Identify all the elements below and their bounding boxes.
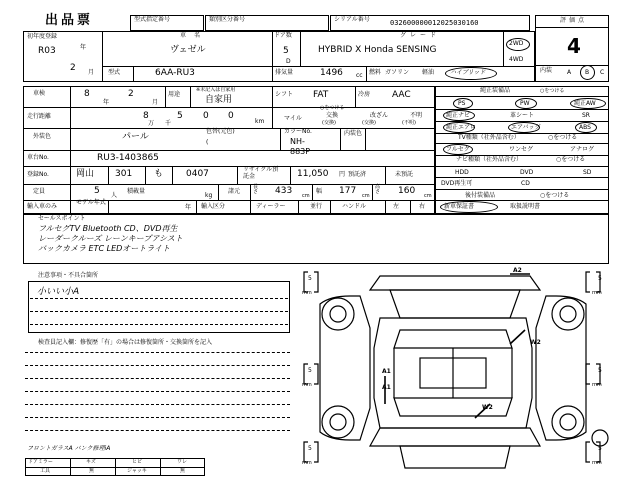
mm-bl-five: 5 [308,445,312,452]
mileage-tampered-note: (交換) [362,120,376,126]
mm-tl-five: 5 [308,275,312,282]
model-value: 6AA-RU3 [155,68,195,78]
car-diagram [300,268,620,478]
dims-label: 諸元 [228,188,241,195]
shift-label: シフト [275,91,294,98]
eq-leather: 革シート [510,112,535,119]
navi-dvd: DVD [520,169,534,176]
use-label: 用途 [168,91,181,98]
width-unit: cm [362,193,370,199]
mileage-unknown: 不明 [410,112,423,119]
height-value: 160 [398,186,416,196]
tv-analog: アナログ [570,146,595,153]
tv-one: ワンセグ [509,146,534,153]
cc-unit: cc [356,72,363,79]
color-paren: ( [206,139,209,146]
mileage-circle-note: ○をつける [320,105,345,111]
mm-tl-unit: mm [302,290,312,296]
ext-color-value: パール [122,132,149,142]
interior-label: 内装 [540,67,553,74]
height-unit: cm [424,193,432,199]
serial-value: 032600000012025030160 [390,19,479,27]
sales-points-label: セールスポイント [38,215,86,222]
inspection-month-unit: 月 [152,99,159,106]
handle-right: 右 [419,203,426,210]
recycle-label: リサイクル預託金 [243,166,279,180]
import-dealer: ディーラー [256,203,286,210]
mileage-replaced: 交換 [326,112,339,119]
equipment-note: ○をつける [540,88,565,94]
door-suffix: D [286,58,291,65]
ext-color-label: 外装色 [33,133,52,140]
repair-label: 検査員記入欄：修復歴「有」の場合は修復箇所・交換箇所を記入 [38,339,213,346]
after-note: ○をつける [540,192,570,199]
handle-left: 左 [393,203,400,210]
sales-line-1: フルセグTV Bluetooth CD、DVD再生 [38,224,178,233]
inspection-year: 8 [84,89,90,99]
diagram-mark-a1-2: A1 [382,384,391,391]
chassis-value: RU3-1403865 [97,153,159,163]
mileage-k-unit: 千 [165,120,172,127]
notes-text: 小いい小A [37,287,80,297]
manual-label: 取扱説明書 [510,203,541,210]
recycle-value: 11,050 [297,169,329,179]
plate-area: 岡山 [76,169,95,179]
glass-label: フロントガラスA バンク修理iA [27,445,111,452]
diagram-mark-a2: A2 [513,267,522,274]
mileage-tampered: 改ざん [370,112,389,119]
sales-line-2: レーダークルーズ レーンキープアシスト [38,234,183,243]
fuel-label: 燃料 [369,69,382,76]
color-code-value: NH-883P [290,137,311,156]
capacity-value: 5 [94,186,100,196]
warranty-label: 新車保証書 [444,203,475,210]
first-reg-label: 初年度登録 [27,33,58,40]
capacity-unit: 人 [111,192,118,199]
inspection-label: 車検 [33,90,46,97]
table-value-none-1: 無 [89,468,95,474]
cert-label: 型式指定番号 [134,16,171,23]
model-year-unit: 年 [185,204,192,211]
load-unit: kg [205,192,213,199]
inspection-year-unit: 年 [103,99,110,106]
first-reg-month-unit: 月 [88,69,95,76]
eq-navi: 純正ナビ [446,112,471,119]
cd-label: CD [521,180,530,187]
table-header-break: ワレ [177,459,188,465]
interior-grade-b: B [585,69,590,76]
recycle-undone: 未預託 [395,171,414,178]
mm-ml-unit: mm [302,382,312,388]
import-label: 輸入車のみ [27,203,58,210]
mileage-digit-1: 8 [143,111,149,121]
mile-label: マイル [284,115,302,122]
fuel-hybrid: ハイブリッド [450,69,486,76]
eq-ps: PS [458,100,466,107]
plate-kana: も [154,169,164,179]
table-value-none-2: 無 [180,468,186,474]
dvd-label: DVD再生可 [441,180,473,187]
plate-label: 登録No. [27,171,49,178]
eq-sr: SR [582,112,590,119]
sheet-title: 出品票 [45,13,94,28]
length-label: 長さ [253,184,259,195]
length-unit: cm [302,193,310,199]
eq-abs: ABS [579,124,591,131]
shift-value: FAT [313,90,329,100]
model-label: 型式 [108,69,121,76]
ac-label: 冷房 [358,91,371,98]
inspection-month: 2 [128,89,134,99]
length-value: 433 [275,186,293,196]
drive-2wd: 2WD [509,40,524,47]
color-no-label: 色替(元色) [206,128,235,135]
mm-br-five: 5 [598,445,602,452]
model-year-label: モデル年式 [76,199,106,206]
height-label: 高さ [375,184,381,195]
interior-grade-c: C [600,69,605,76]
mileage-unknown-note: (不明) [402,120,416,126]
fuel-value: ガソリン [385,69,410,76]
import-parallel: 並行 [310,203,323,210]
recycle-done: 預託済 [348,171,367,178]
cc-value: 1496 [320,68,343,78]
mileage-digit-2: 5 [177,111,183,121]
serial-label: シリアル番号 [334,16,370,23]
plate-class: 301 [115,169,133,179]
color-code-label: カラーNo. [284,128,312,135]
score-value: 4 [567,34,581,58]
mm-tr-five: 5 [598,275,602,282]
navi-label: ナビ種類（社外品含む） [456,156,523,163]
mm-br-unit: mm [592,460,602,466]
mm-tr-unit: mm [592,290,602,296]
mileage-km-unit: km [255,118,265,125]
mm-ml-five: 5 [308,367,312,374]
tv-label: TV種類（社外品含む） [458,134,520,141]
diagram-mark-w2-bottom: W2 [482,404,493,411]
table-value-jack: ジャッキ [127,468,147,474]
cc-label: 排気量 [275,69,294,76]
eq-aero: 純正エアロ [446,124,477,131]
int-color-label: 内装色 [344,130,363,137]
use-value: 自家用 [205,95,233,105]
equipment-title: 純正装備品 [480,87,511,94]
mm-mr-unit: mm [592,382,602,388]
door-label: ドア数 [274,32,292,39]
diagram-mark-w2-top: W2 [530,339,541,346]
recycle-unit: 円 [339,171,346,178]
tv-full: フルセグ [446,146,470,153]
mileage-man-unit: 万 [148,120,155,127]
first-reg-era: R03 [38,46,56,56]
mileage-digit-4: 0 [228,111,234,121]
mileage-label: 走行距離 [27,113,52,120]
grade-label: グレード [400,32,441,39]
ac-value: AAC [392,90,411,100]
car-name: ヴェゼル [170,45,206,55]
grade-value: HYBRID X Honda SENSING [318,45,437,55]
load-label: 積載量 [127,188,146,195]
sales-line-3: バックカメラ ETC LEDオートライト [38,244,171,253]
table-value-tool: 工具 [40,468,51,474]
first-reg-year-unit: 年 [80,44,87,51]
mm-bl-unit: mm [302,460,312,466]
after-label: 後付装備品 [465,192,496,199]
import-type-label: 輸入区分 [201,203,226,210]
mileage-digit-3: 0 [203,111,209,121]
door-count: 5 [283,46,289,56]
plate-number: 0407 [186,169,209,179]
navi-sd: SD [583,169,592,176]
eq-airbag: エアバッグ [511,124,541,131]
score-label: 評価点 [560,17,588,24]
drive-4wd: 4WD [509,56,524,63]
mileage-reset: (交換) [322,120,336,126]
mm-mr-five: 5 [598,367,602,374]
width-label: 幅 [316,188,323,195]
use-note: ※未記入は自家用 [196,87,236,93]
table-header-scratch: キズ [86,459,96,465]
fuel-diesel: 軽油 [422,69,435,76]
navi-hdd: HDD [455,169,469,176]
width-value: 177 [339,186,357,196]
car-name-label: 車名 [180,32,209,39]
eq-pw: PW [520,100,530,107]
notes-label: 注意事項・不具合箇所 [38,272,99,279]
tv-note: ○をつける [548,134,578,141]
eq-aw: 純正AW [574,100,596,107]
capacity-label: 定員 [33,188,46,195]
first-reg-month: 2 [70,63,76,73]
class-label: 類別区分番号 [209,16,246,23]
interior-grade-a: A [567,69,572,76]
handle-label: ハンドル [342,203,367,210]
diagram-mark-a1-1: A1 [382,368,391,375]
chassis-label: 車台No. [27,154,49,161]
navi-note: ○をつける [556,156,586,163]
table-header-crack: ヒビ [132,459,143,465]
table-header-mirror: ドアミラー [28,459,53,465]
